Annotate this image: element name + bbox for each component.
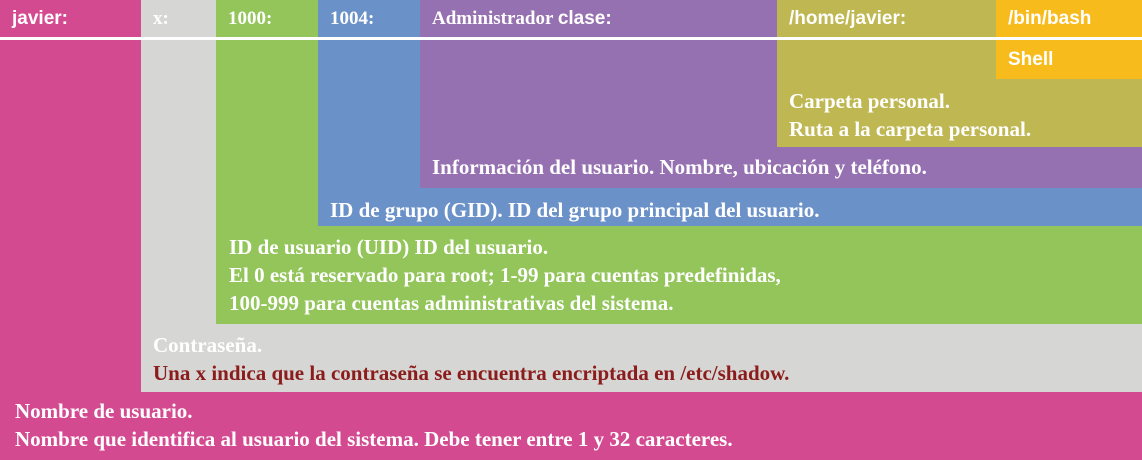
uid-description [229, 233, 781, 317]
username-line-1: Nombre que identifica al usuario del sistema. Debe tener entre 1 y 32 caracteres. [15, 427, 733, 451]
password-line-1: Una x indica que la contraseña se encuentra encriptada en /etc/shadow. [153, 361, 790, 385]
uid-title: ID de usuario (UID) ID del usuario. [229, 235, 549, 259]
username-title: Nombre de usuario. [15, 399, 193, 423]
home-line-1: Ruta a la carpeta personal. [789, 117, 1032, 141]
gecos-token-rest: clase: [557, 8, 612, 29]
gecos-description [432, 153, 927, 181]
password-description [153, 331, 789, 387]
header-divider [0, 37, 1142, 40]
gid-title: ID de grupo (GID). ID del grupo principal del usuario. [330, 198, 820, 222]
gid-description [330, 196, 819, 224]
username-token: javier: [12, 8, 68, 29]
home-description [789, 87, 1031, 143]
shell-token: /bin/bash [1008, 8, 1092, 29]
gid-token: 1004: [330, 8, 375, 29]
gecos-token-name: Administrador [432, 8, 558, 29]
home-token: /home/javier: [789, 8, 907, 29]
shell-title: Shell [1008, 49, 1054, 70]
shell-description [1008, 46, 1053, 74]
username-description [15, 397, 733, 453]
uid-line-2: 100-999 para cuentas administrativas del sistema. [229, 291, 674, 315]
uid-token: 1000: [228, 8, 273, 29]
uid-line-1: El 0 está reservado para root; 1-99 para cuentas predefinidas, [229, 263, 781, 287]
home-title: Carpeta personal. [789, 89, 950, 113]
gecos-token [420, 0, 777, 37]
password-token: x: [153, 8, 169, 29]
password-title: Contraseña. [153, 333, 263, 357]
gecos-title: Información del usuario. Nombre, ubicación y teléfono. [432, 155, 927, 179]
